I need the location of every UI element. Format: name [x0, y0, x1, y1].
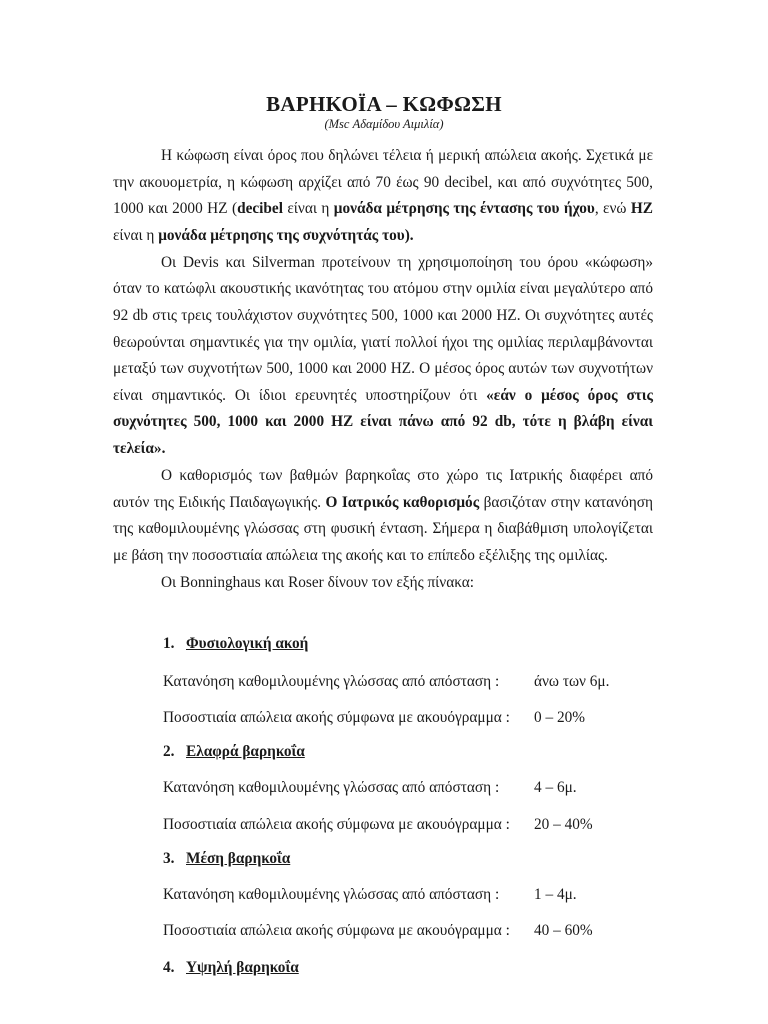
row-label: Κατανόηση καθομιλουμένης γλώσσας από απόσταση :	[163, 779, 500, 796]
text-run: Ο καθορισμός των βαθμών βαρηκοΐας στο χώρο τις Ιατρικής διαφέρει από αυτόν της Ειδικής Παιδαγωγικής.	[113, 467, 653, 511]
bold-text-run: μονάδα μέτρησης της συχνότητάς του).	[158, 226, 414, 244]
section-name: Υψηλή βαρηκοΐα	[186, 959, 299, 976]
section-heading-3	[163, 850, 290, 868]
section-name: Φυσιολογική ακοή	[186, 635, 309, 652]
bold-text-run: «εάν ο μέσος όρος στις συχνότητες 500, 1000 και 2000 HZ είναι πάνω από 92 db, τότε η βλάβη είναι τελεία».	[113, 386, 654, 458]
document-title: ΒΑΡΗΚΟΪΑ – ΚΩΦΩΣΗ	[266, 92, 502, 116]
section-number: 2.	[163, 743, 175, 760]
section-number: 4.	[163, 959, 175, 976]
row-label: Κατανόηση καθομιλουμένης γλώσσας από απόσταση :	[163, 886, 500, 903]
text-run: Οι Devis και Silverman προτείνουν τη χρησιμοποίηση του όρου «κώφωση» όταν το κατώφλι ακουστικής ικανότητας του ατόμου στην ομιλία είναι μεγαλύτερο από 92 db στις τρεις τουλάχιστον συχνότητες 500, 1000 και 2000 HZ. Οι συχνότητες αυτές θεωρούνται σημαντικές για την ομιλία, γιατί πολλοί ήχοι της ομιλίας περιλαμβάνονται μεταξύ των συχνοτήτων 500, 1000 και 2000 HZ. Ο μέσος όρος αυτών των συχνοτήτων είναι σημαντικός. Οι ίδιοι ερευνητές υποστηρίζουν ότι	[113, 253, 653, 404]
text-run: Η κώφωση είναι όρος που δηλώνει τέλεια ή μερική απώλεια ακοής. Σχετικά με την ακουομετρία, η κώφωση αρχίζει από 70 έως 90 decibel, και από συχνότητες 500, 1000 και 2000 HZ (	[113, 147, 653, 218]
row-label: Ποσοστιαία απώλεια ακοής σύμφωνα με ακουόγραμμα :	[163, 922, 510, 939]
paragraph-3	[113, 463, 653, 569]
row-label: Ποσοστιαία απώλεια ακοής σύμφωνα με ακουόγραμμα :	[163, 816, 510, 833]
text-run: είναι η	[113, 226, 159, 244]
section-name: Ελαφρά βαρηκοΐα	[186, 743, 305, 760]
body-text	[113, 143, 653, 597]
row-value: 40 – 60%	[534, 922, 593, 939]
row-label: Κατανόηση καθομιλουμένης γλώσσας από απόσταση :	[163, 673, 500, 690]
paragraph-1	[113, 143, 653, 249]
paragraph-2	[113, 250, 653, 463]
bold-text-run: HZ	[630, 200, 653, 218]
bold-text-run: Ο Ιατρικός καθορισμός	[325, 493, 480, 511]
text-run: είναι η	[282, 200, 334, 218]
paragraph-4	[113, 570, 653, 597]
section-number: 3.	[163, 850, 175, 867]
section-heading-2	[163, 743, 305, 761]
section-heading-1	[163, 635, 308, 653]
row-value: 20 – 40%	[534, 816, 593, 833]
row-value: 4 – 6μ.	[534, 779, 577, 796]
section-name: Μέση βαρηκοΐα	[186, 850, 291, 867]
bold-text-run: decibel	[237, 200, 283, 218]
row-value: 0 – 20%	[534, 709, 585, 726]
text-run: Οι Bonninghaus και Roser δίνουν τον εξής πίνακα:	[161, 574, 475, 591]
row-value: άνω των 6μ.	[534, 673, 610, 690]
document-author: (Msc Αδαμίδου Αιμιλία)	[324, 117, 444, 131]
section-number: 1.	[163, 635, 175, 652]
row-value: 1 – 4μ.	[534, 886, 577, 903]
bold-text-run: μονάδα μέτρησης της έντασης του ήχου	[333, 200, 595, 218]
text-run: , ενώ	[594, 200, 631, 218]
section-heading-4	[163, 959, 299, 977]
row-label: Ποσοστιαία απώλεια ακοής σύμφωνα με ακουόγραμμα :	[163, 709, 510, 726]
text-run: βασιζόταν στην κατανόηση της καθομιλουμένης γλώσσας στη φυσική ένταση. Σήμερα η διαβάθμιση υπολογίζεται με βάση την ποσοστιαία απώλεια της ακοής και το επίπεδο εξέλιξης της ομιλίας.	[113, 493, 654, 564]
